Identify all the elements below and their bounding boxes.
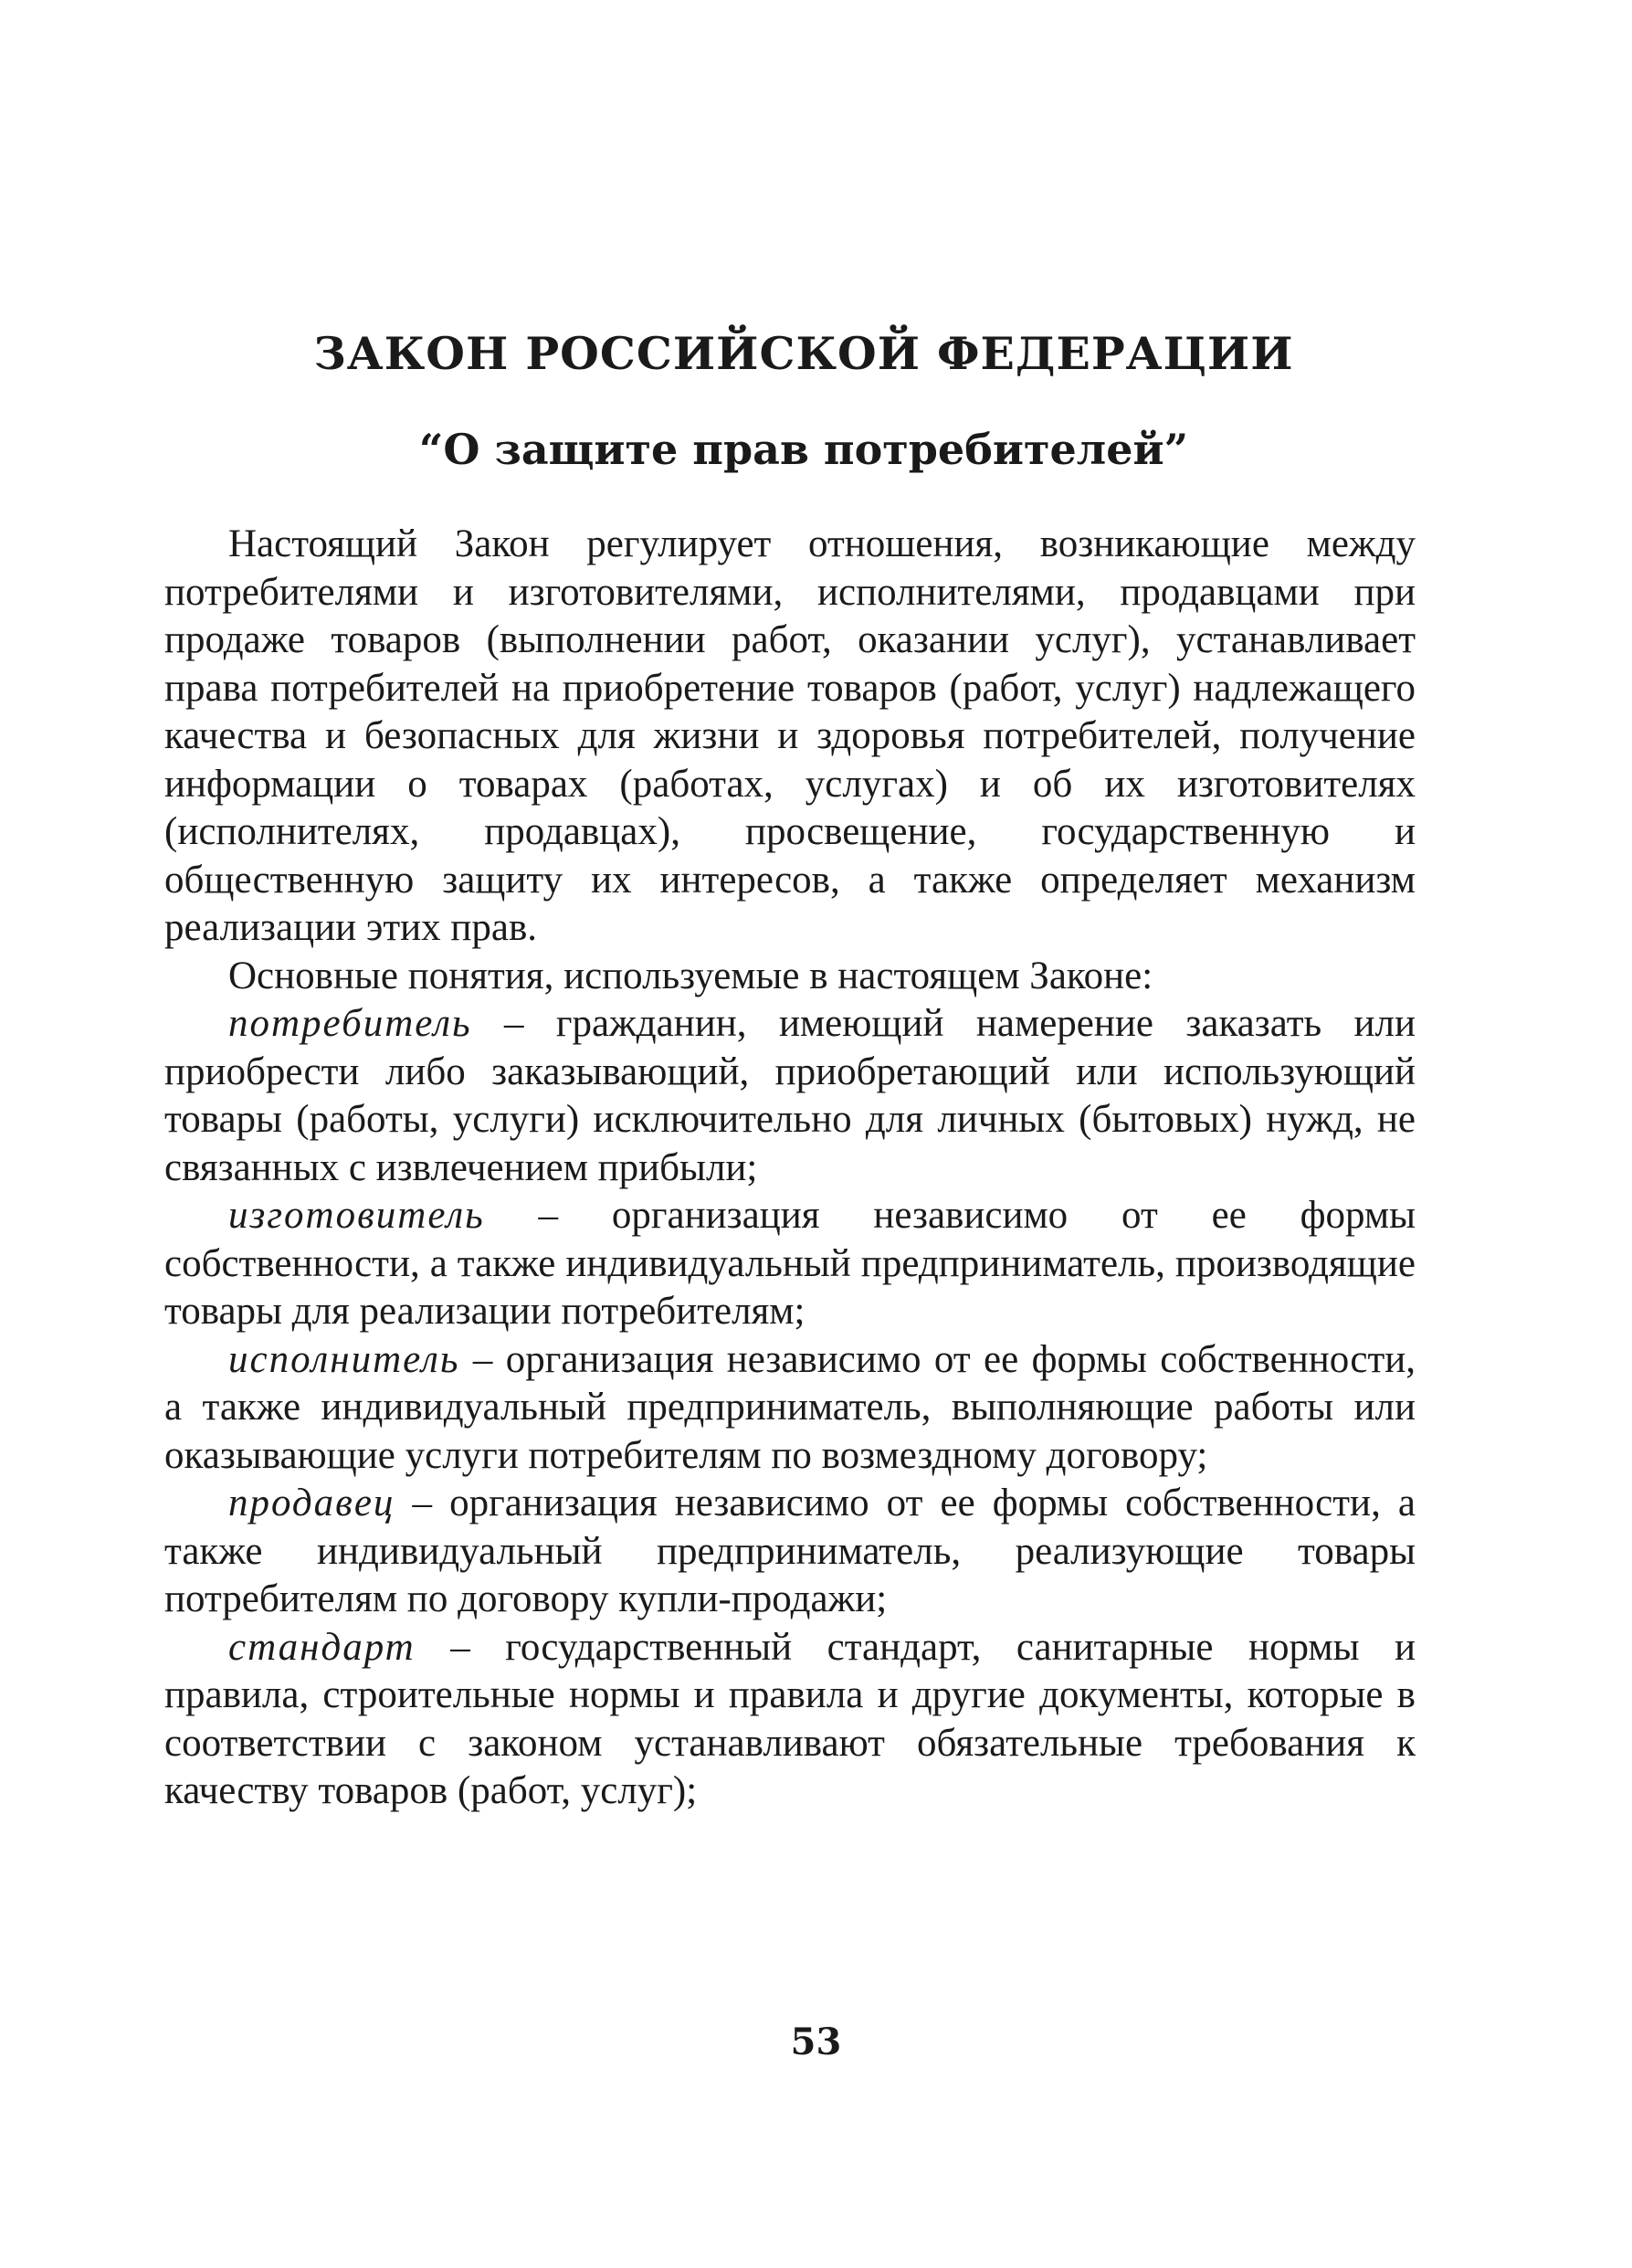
page-title: ЗАКОН РОССИЙСКОЙ ФЕДЕРАЦИИ (313, 327, 1294, 380)
definition-term: изготовитель (228, 1194, 485, 1237)
definition-text: – организация независимо от ее формы собственности, а также индивидуальный предприниматель, выполняющие работы или оказывающие услуги потребителям по возмездному договору; (164, 1337, 1416, 1477)
page-number: 53 (790, 2020, 842, 2063)
page-subtitle: “О защите прав потребителей” (418, 425, 1189, 474)
intro-paragraph: Настоящий Закон регулирует отношения, возникающие между потребителями и изготовителями, исполнителями, продавцами при продаже товаров (выполнении работ, оказании услуг), устанавливает права потребителей на приобретение товаров (работ, услуг) надлежащего качества и безопасных для жизни и здоровья потребителей, получение информации о товарах (работах, услугах) и об их изготовителях (исполнителях, продавцах), просвещение, государственную и общественную защиту их интересов, а также определяет механизм реализации этих прав. (164, 522, 1416, 949)
definition-paragraph (164, 1336, 1416, 1481)
definitions-lead: Основные понятия, используемые в настоящем Законе: (228, 954, 1153, 997)
definition-term: исполнитель (228, 1337, 460, 1381)
definition-paragraph (164, 1624, 1416, 1816)
definition-paragraph (164, 1192, 1416, 1336)
definition-text: – организация независимо от ее формы собственности, а также индивидуальный предприниматель, реализующие товары потребителям по договору купли-продажи; (164, 1482, 1416, 1620)
definition-paragraph (164, 1480, 1416, 1624)
definition-text: – организация независимо от ее формы собственности, а также индивидуальный предприниматель, производящие товары для реализации потребителям; (164, 1194, 1416, 1333)
definition-text: – государственный стандарт, санитарные нормы и правила, строительные нормы и правила и другие документы, которые в соответствии с законом устанавливают обязательные требования к качеству товаров (работ, услуг); (164, 1625, 1416, 1812)
document-body (164, 521, 1416, 1816)
definition-term: стандарт (228, 1625, 416, 1669)
definition-text: – гражданин, имеющий намерение заказать или приобрести либо заказывающий, приобретающий или использующий товары (работы, услуги) исключительно для личных (бытовых) нужд, не связанных с извлечением прибыли; (164, 1002, 1416, 1189)
definition-term: потребитель (228, 1002, 472, 1045)
definition-paragraph (164, 1000, 1416, 1192)
definition-term: продавец (228, 1482, 395, 1524)
